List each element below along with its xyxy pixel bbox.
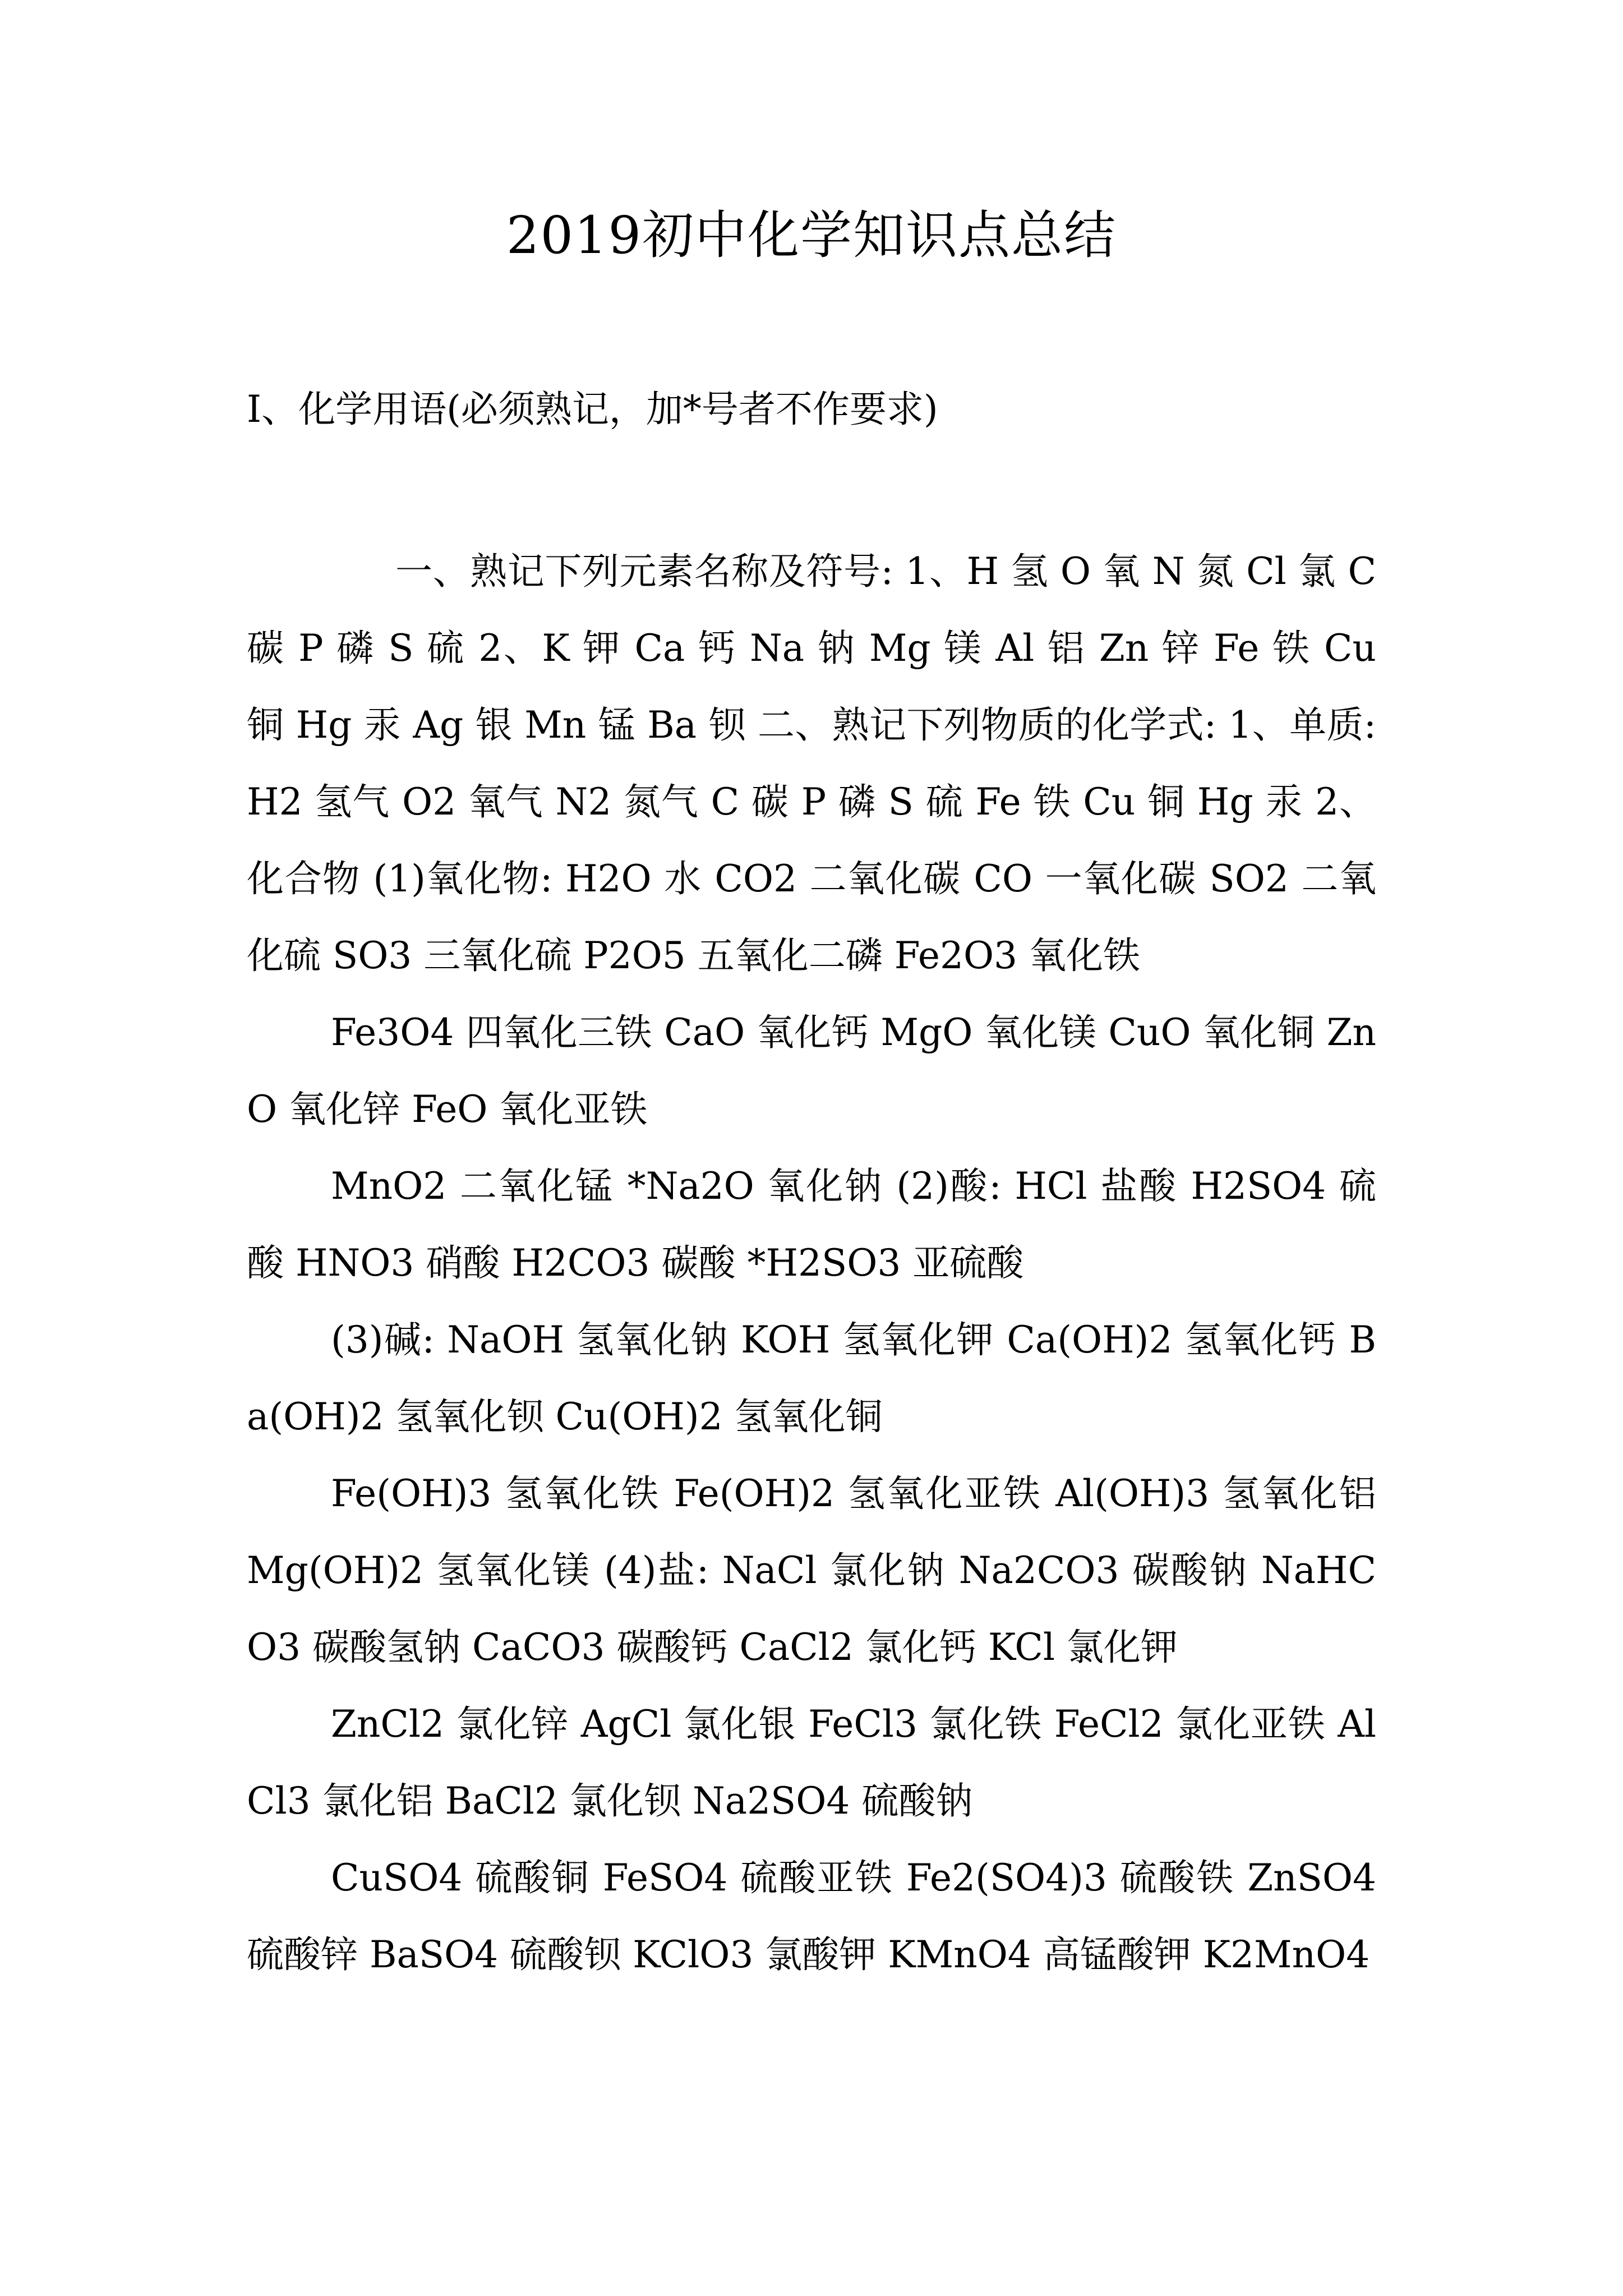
- section-heading: Ⅰ、化学用语(必须熟记，加*号者不作要求): [247, 388, 938, 431]
- paragraph-chloride-salts: ZnCl2 氯化锌 AgCl 氯化银 FeCl3 氯化铁 FeCl2 氯化亚铁 AlCl3 氯化铝 BaCl2 氯化钡 Na2SO4 硫酸钠: [247, 1703, 1376, 1823]
- paragraph-oxides: Fe3O4 四氧化三铁 CaO 氧化钙 MgO 氧化镁 CuO 氧化铜 ZnO 氧化锌 FeO 氧化亚铁: [247, 1011, 1376, 1131]
- paragraph-acids: MnO2 二氧化锰 *Na2O 氧化钠 (2)酸: HCl 盐酸 H2SO4 硫酸 HNO3 硝酸 H2CO3 碳酸 *H2SO3 亚硫酸: [247, 1165, 1376, 1285]
- paragraph-sulfate-salts: CuSO4 硫酸铜 FeSO4 硫酸亚铁 Fe2(SO4)3 硫酸铁 ZnSO4 硫酸锌 BaSO4 硫酸钡 KClO3 氯酸钾 KMnO4 高锰酸钾 K2MnO4: [247, 1856, 1376, 1976]
- document-body: [247, 533, 1376, 1993]
- document-title: 2019初中化学知识点总结: [506, 205, 1117, 265]
- paragraph-elements-and-formulas: 一、熟记下列元素名称及符号: 1、H 氢 O 氧 N 氮 Cl 氯 C 碳 P 磷 S 硫 2、K 钾 Ca 钙 Na 钠 Mg 镁 Al 铝 Zn 锌 Fe 铁 Cu 铜 Hg 汞 Ag 银 Mn 锰 Ba 钡 二、熟记下列物质的化学式: 1、单质: H2 氢气 O2 氧气 N2 氮气 C 碳 P 磷 S 硫 Fe 铁 Cu 铜 Hg 汞 2、化合物 (1)氧化物: H2O 水 CO2 二氧化碳 CO 一氧化碳 SO2 二氧化硫 SO3 三氧化硫 P2O5 五氧化二磷 Fe2O3 氧化铁: [247, 550, 1376, 977]
- paragraph-bases: (3)碱: NaOH 氢氧化钠 KOH 氢氧化钾 Ca(OH)2 氢氧化钙 Ba(OH)2 氢氧化钡 Cu(OH)2 氢氧化铜: [247, 1318, 1376, 1438]
- paragraph-bases-and-salts: Fe(OH)3 氢氧化铁 Fe(OH)2 氢氧化亚铁 Al(OH)3 氢氧化铝 Mg(OH)2 氢氧化镁 (4)盐: NaCl 氯化钠 Na2CO3 碳酸钠 NaHCO3 碳酸氢钠 CaCO3 碳酸钙 CaCl2 氯化钙 KCl 氯化钾: [247, 1472, 1376, 1669]
